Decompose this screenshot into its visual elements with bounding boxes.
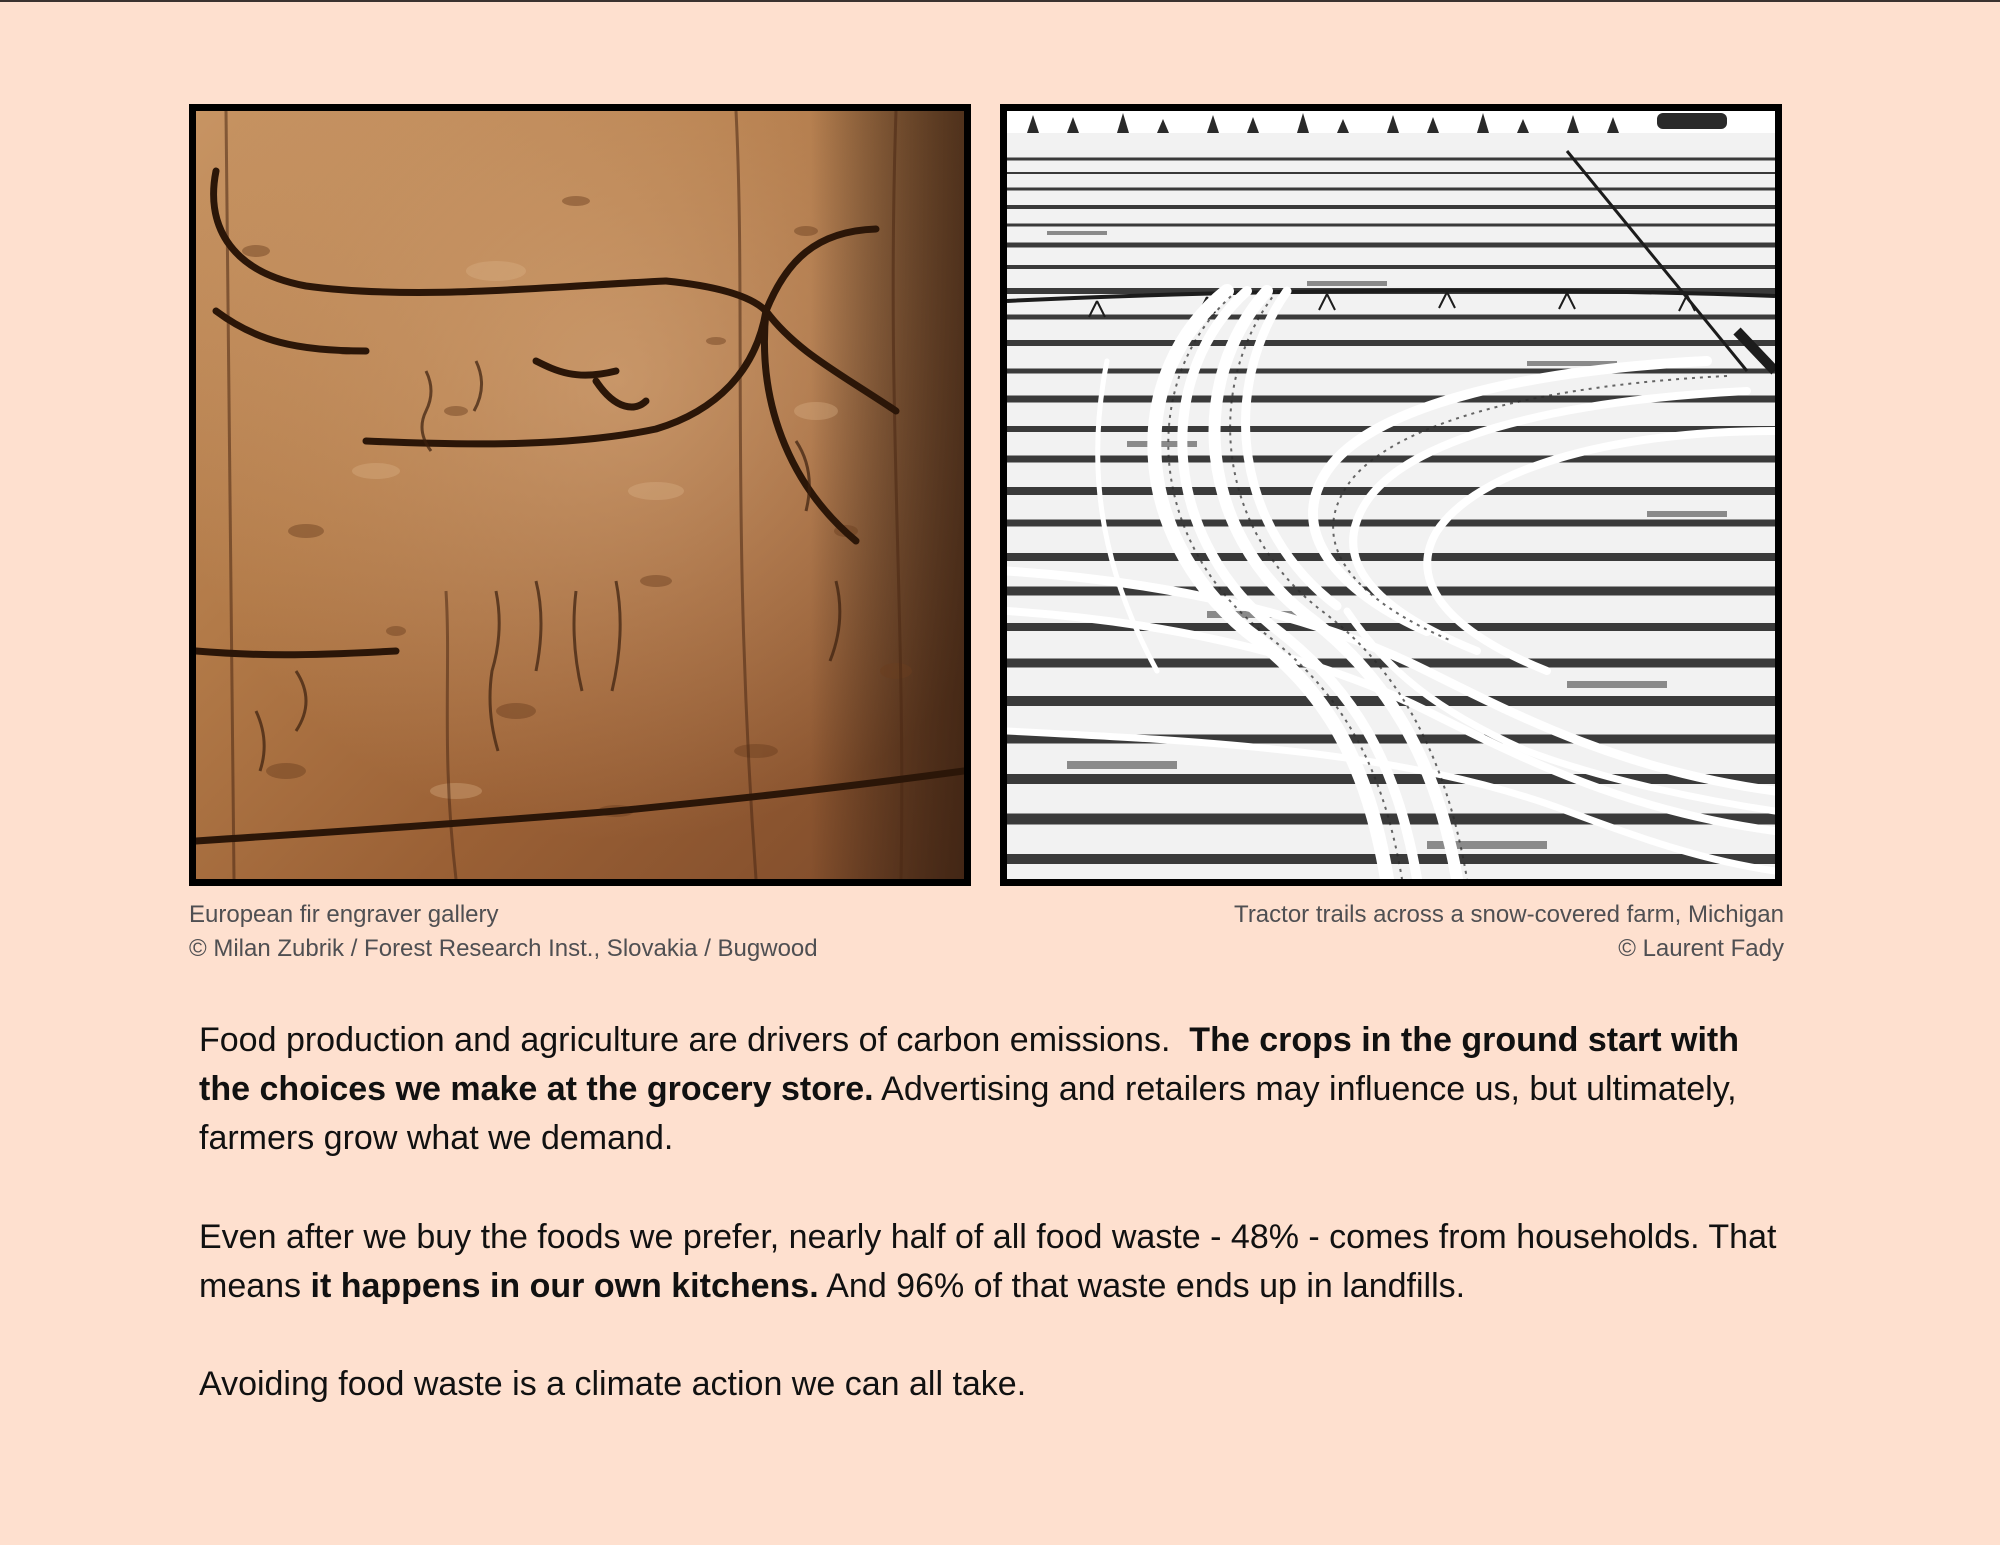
paragraph-2-text-a: Even after we buy the foods we prefer, nearly half of all food waste - 48% - comes from households. That means bbox=[199, 1218, 1777, 1305]
right-caption-title: Tractor trails across a snow-covered farm, Michigan bbox=[1234, 901, 1784, 928]
paragraph-2-bold: it happens in our own kitchens. bbox=[310, 1267, 819, 1305]
paragraph-1-bold: The crops in the ground start with the choices we make at the grocery store. bbox=[199, 1021, 1739, 1108]
paragraph-climate-action bbox=[199, 1360, 1799, 1409]
paragraph-2-text-b: And 96% of that waste ends up in landfills. bbox=[818, 1267, 1466, 1305]
paragraph-1-text-b: Advertising and retailers may influence us, but ultimately, farmers grow what we demand. bbox=[199, 1070, 1737, 1157]
tractor-trails-image bbox=[1007, 111, 1775, 879]
paragraph-grocery-choices bbox=[199, 1016, 1799, 1163]
paragraph-household-waste bbox=[199, 1213, 1799, 1311]
top-divider bbox=[0, 0, 2000, 2]
bark-gallery-image bbox=[196, 111, 964, 879]
right-caption-credit: © Laurent Fady bbox=[1618, 935, 1784, 962]
left-photo-caption bbox=[189, 898, 818, 966]
tractor-trails-photo bbox=[1000, 104, 1782, 886]
bark-gallery-photo bbox=[189, 104, 971, 886]
paragraph-3-text: Avoiding food waste is a climate action we can all take. bbox=[199, 1365, 1027, 1403]
paragraph-1-text-a: Food production and agriculture are drivers of carbon emissions. bbox=[199, 1021, 1190, 1059]
right-photo-caption bbox=[1234, 898, 1784, 966]
left-caption-title: European fir engraver gallery bbox=[189, 901, 499, 928]
left-caption-credit: © Milan Zubrik / Forest Research Inst., Slovakia / Bugwood bbox=[189, 935, 818, 962]
